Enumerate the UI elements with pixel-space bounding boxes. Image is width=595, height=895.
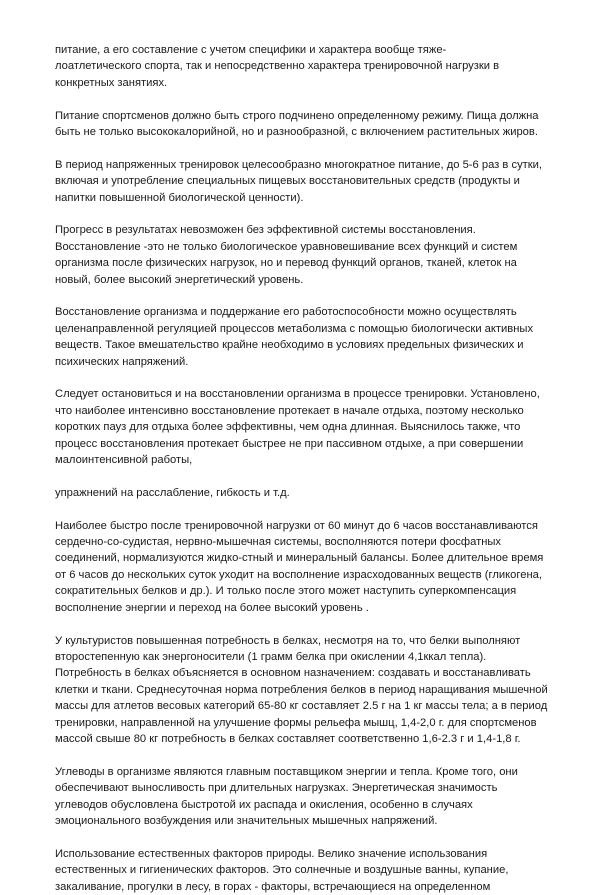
text-line: новый, более высокий энергетический уровень. (55, 273, 304, 286)
text-line: Потребность в белках объясняется в основном назначением: создавать и восстанавливать (55, 667, 531, 680)
paragraph-6 (55, 386, 575, 468)
paragraph-5 (55, 304, 575, 370)
text-line: малоинтенсивной работы, (55, 454, 193, 467)
text-line: второстепенную как энергоносители (1 грамм белка при окислении 4,1ккал тепла). (55, 650, 487, 663)
document-body (55, 42, 575, 895)
text-line: напитки повышенной биологической ценности). (55, 191, 304, 204)
text-line: эмоционального возбуждения или значительных мышечных напряжений. (55, 814, 438, 827)
text-line: психических напряжений. (55, 355, 189, 368)
text-line: Восстановление -это не только биологическое уравновешивание всех функций и систем (55, 240, 518, 253)
text-line: соединений, нормализуются жидко-стный и минеральный балансы. Более длительное время (55, 552, 544, 565)
paragraph-8 (55, 518, 575, 616)
text-line: клетки и ткани. Среднесуточная норма потребления белков в период наращивания мышечной (55, 683, 548, 696)
paragraph-7 (55, 485, 575, 501)
paragraph-4 (55, 222, 575, 288)
text-line: упражнений на расслабление, гибкость и т.д. (55, 486, 290, 499)
text-line: сердечно-со-судистая, нервно-мышечная системы, восполняются потери фосфатных (55, 536, 502, 549)
text-line: организма после физических нагрузок, но и перевод функций органов, тканей, клеток на (55, 257, 517, 270)
text-line: процесс восстановления протекает быстрее не при пассивном отдыхе, а при совершении (55, 437, 524, 450)
text-line: обеспечивают выносливость при длительных нагрузках. Энергетическая значимость (55, 782, 498, 795)
text-line: питание, а его составление с учетом специфики и характера вообще тяже- (55, 44, 447, 56)
text-line: от 6 часов до нескольких суток уходит на восполнение израсходованных веществ (гликогена, (55, 568, 542, 581)
text-line: что наиболее интенсивно восстановление протекает в начале отдыха, поэтому несколько (55, 404, 524, 417)
text-line: Питание спортсменов должно быть строго подчинено определенному режиму. Пища должна (55, 109, 539, 122)
paragraph-11 (55, 846, 575, 895)
text-line: сократительных белков и др.). И только после этого может наступить суперкомпенсация (55, 585, 517, 598)
text-line: включая и употребление специальных пищевых восстановительных средств (продукты и (55, 175, 520, 188)
text-line: углеводов обусловлена быстротой их распада и окисления, особенно в случаях (55, 798, 473, 811)
text-line: У культуристов повышенная потребность в белках, несмотря на то, что белки выполняют (55, 634, 521, 647)
text-line: целенаправленной регуляцией процессов метаболизма с помощью биологически активных (55, 322, 534, 335)
paragraph-10 (55, 764, 575, 830)
text-line: восполнение энергии и переход на более высокий уровень . (55, 601, 369, 614)
paragraph-1 (55, 42, 575, 91)
text-line: Использование естественных факторов природы. Велико значение использования (55, 847, 488, 860)
text-line: естественных и гигиенических факторов. Это солнечные и воздушные ванны, купание, (55, 864, 509, 877)
text-line: Следует остановиться и на восстановлении организма в процессе тренировки. Установлено, (55, 388, 540, 401)
text-line: конкретных занятиях. (55, 76, 168, 89)
text-line: Наиболее быстро после тренировочной нагрузки от 60 минут до 6 часов восстанавливаются (55, 519, 538, 532)
text-line: Восстановление организма и поддержание его работоспособности можно осуществлять (55, 306, 517, 319)
text-line: веществ. Такое вмешательство крайне необходимо в условиях предельных физических и (55, 339, 524, 352)
paragraph-9 (55, 633, 575, 748)
text-line: лоатлетического спорта, так и непосредственно характера тренировочной нагрузки в (55, 60, 500, 73)
text-line: закаливание, прогулки в лесу, в горах - факторы, встречающиеся на определенном (55, 880, 491, 893)
text-line: Прогресс в результатах невозможен без эффективной системы восстановления. (55, 224, 476, 237)
text-line: быть не только высококалорийной, но и разнообразной, с включением растительных жиров. (55, 126, 538, 139)
text-line: массой свыше 80 кг потребность в белках составляет соответственно 1,6-2.3 г и 1,4-1,8 г. (55, 732, 521, 745)
text-line: коротких пауз для отдыха более эффективны, чем одна длинная. Выяснилось также, что (55, 421, 521, 434)
paragraph-2 (55, 108, 575, 141)
text-line: В период напряженных тренировок целесообразно многократное питание, до 5-6 раз в сутки, (55, 158, 543, 171)
text-line: Углеводы в организме являются главным поставщиком энергии и тепла. Кроме того, они (55, 765, 518, 778)
paragraph-3 (55, 157, 575, 206)
text-line: тренировки, направленной на улучшение формы рельефа мышц, 1,4-2,0 г. для спортсменов (55, 716, 537, 729)
text-line: массы для атлетов весовых категорий 65-80 кг составляет 2.5 г на 1 кг массы тела; а в период (55, 700, 548, 713)
